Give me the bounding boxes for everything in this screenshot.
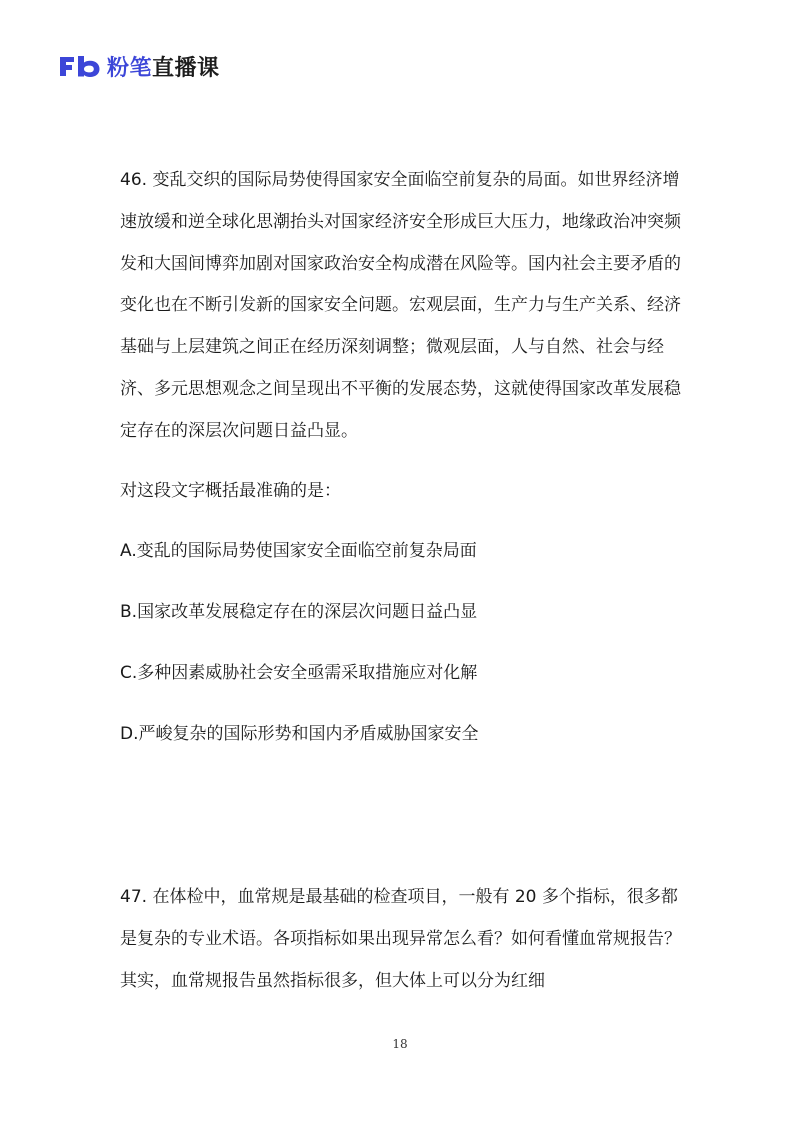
question-46 (120, 160, 690, 749)
fb-logo-icon (57, 54, 103, 78)
question-47 (120, 877, 690, 1002)
brand-suffix: 直播课 (152, 55, 220, 81)
option-b: B.国家改革发展稳定存在的深层次问题日益凸显 (120, 601, 478, 622)
option-d: D.严峻复杂的国际形势和国内矛盾威胁国家安全 (120, 723, 479, 744)
question-47-text: 47. 在体检中，血常规是最基础的检查项目，一般有 20 多个指标，很多都是复杂的专业术语。各项指标如果出现异常怎么看？如何看懂血常规报告？其实，血常规报告虽然指标很多，但大体上可以分为红细 (120, 887, 681, 991)
option-c: C.多种因素威胁社会安全亟需采取措施应对化解 (120, 662, 478, 683)
option-a: A.变乱的国际局势使国家安全面临空前复杂局面 (120, 540, 477, 561)
brand-name: 粉笔 (107, 55, 153, 81)
question-46-text: 46. 变乱交织的国际局势使得国家安全面临空前复杂的局面。如世界经济增速放缓和逆全球化思潮抬头对国家经济安全形成巨大压力，地缘政治冲突频发和大国间博弈加剧对国家政治安全构成潜在风险等。国内社会主要矛盾的变化也在不断引发新的国家安全问题。宏观层面，生产力与生产关系、经济基础与上层建筑之间正在经历深刻调整；微观层面，人与自然、社会与经济、多元思想观念之间呈现出不平衡的发展态势，这就使得国家改革发展稳定存在的深层次问题日益凸显。 (120, 170, 681, 441)
page-number: 18 (392, 1037, 408, 1051)
brand-logo (57, 51, 220, 81)
question-46-prompt: 对这段文字概括最准确的是： (120, 480, 341, 501)
